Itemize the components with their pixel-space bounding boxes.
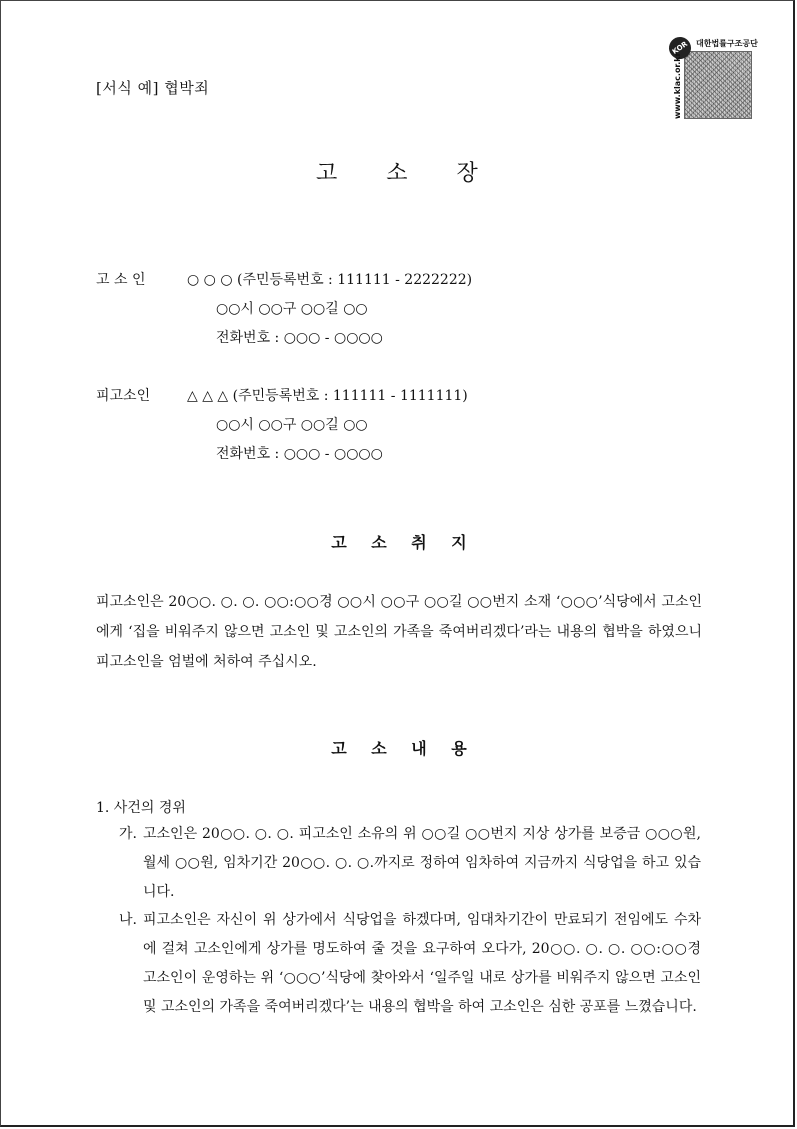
form-label: [서식 예] 협박죄 xyxy=(96,79,210,97)
complainant-phone: 전화번호 : ○○○ - ○○○○ xyxy=(216,330,383,346)
purpose-title-char: 고 xyxy=(331,533,347,552)
list-item-mark: 가. xyxy=(119,826,137,842)
kor-badge: KOR xyxy=(665,33,696,64)
content-title-char: 내 xyxy=(411,739,427,758)
purpose-title xyxy=(319,530,479,553)
list-item xyxy=(119,906,701,1022)
purpose-title-char: 취 xyxy=(411,533,427,552)
accused-name-line: △ △ △ (주민등록번호 : 111111 - 1111111) xyxy=(187,388,468,404)
accused-label: 피고소인 xyxy=(96,388,151,404)
content-title xyxy=(319,736,479,759)
title-char: 장 xyxy=(456,161,478,186)
content-title-char: 용 xyxy=(451,739,467,758)
title-char: 소 xyxy=(386,161,408,186)
complainant-address: ○○시 ○○구 ○○길 ○○ xyxy=(216,301,368,317)
section-heading: 1. 사건의 경위 xyxy=(96,800,186,816)
purpose-text: 피고소인은 20○○. ○. ○. ○○:○○경 ○○시 ○○구 ○○길 ○○번지 소재 ‘○○○’식당에서 고소인에게 ‘집을 비워주지 않으면 고소인 및 고소인의 가족을 죽여버리겠다’라는 내용의 협박을 하였으니 피고소인을 엄벌에 처하여 주십시오. xyxy=(96,594,702,670)
organization-url: www.klac.or.kr xyxy=(673,52,682,119)
content-title-char: 고 xyxy=(331,739,347,758)
accused-address: ○○시 ○○구 ○○길 ○○ xyxy=(216,417,368,433)
qr-code-icon xyxy=(684,51,752,119)
content-title-char: 소 xyxy=(371,739,387,758)
purpose-title-char: 지 xyxy=(451,533,467,552)
purpose-title-char: 소 xyxy=(371,533,387,552)
complainant-label: 고 소 인 xyxy=(96,272,146,288)
list-item-mark: 나. xyxy=(119,912,137,928)
title-char: 고 xyxy=(316,161,338,186)
accused-phone: 전화번호 : ○○○ - ○○○○ xyxy=(216,446,383,462)
list-item-text: 고소인은 20○○. ○. ○. 피고소인 소유의 위 ○○길 ○○번지 지상 상가를 보증금 ○○○원, 월세 ○○원, 임차기간 20○○. ○. ○.까지로 정하여 임차하여 지금까지 식당업을 하고 있습니다. xyxy=(143,826,701,900)
list-item xyxy=(119,820,701,907)
complainant-name-line: ○ ○ ○ (주민등록번호 : 111111 - 2222222) xyxy=(187,272,473,288)
document-title xyxy=(316,156,478,187)
organization-name: 대한법률구조공단 xyxy=(696,39,758,48)
list-item-text: 피고소인은 자신이 위 상가에서 식당업을 하겠다며, 임대차기간이 만료되기 전임에도 수차에 걸쳐 고소인에게 상가를 명도하여 줄 것을 요구하여 오다가, 20○○. ○. ○. ○○:○○경 고소인이 운영하는 위 ‘○○○’식당에 찾아와서 ‘일주일 내로 상가를 비워주지 않으면 고소인 및 고소인의 가족을 죽여버리겠다’는 내용의 협박을 하여 고소인은 심한 공포를 느꼈습니다. xyxy=(143,912,701,1015)
